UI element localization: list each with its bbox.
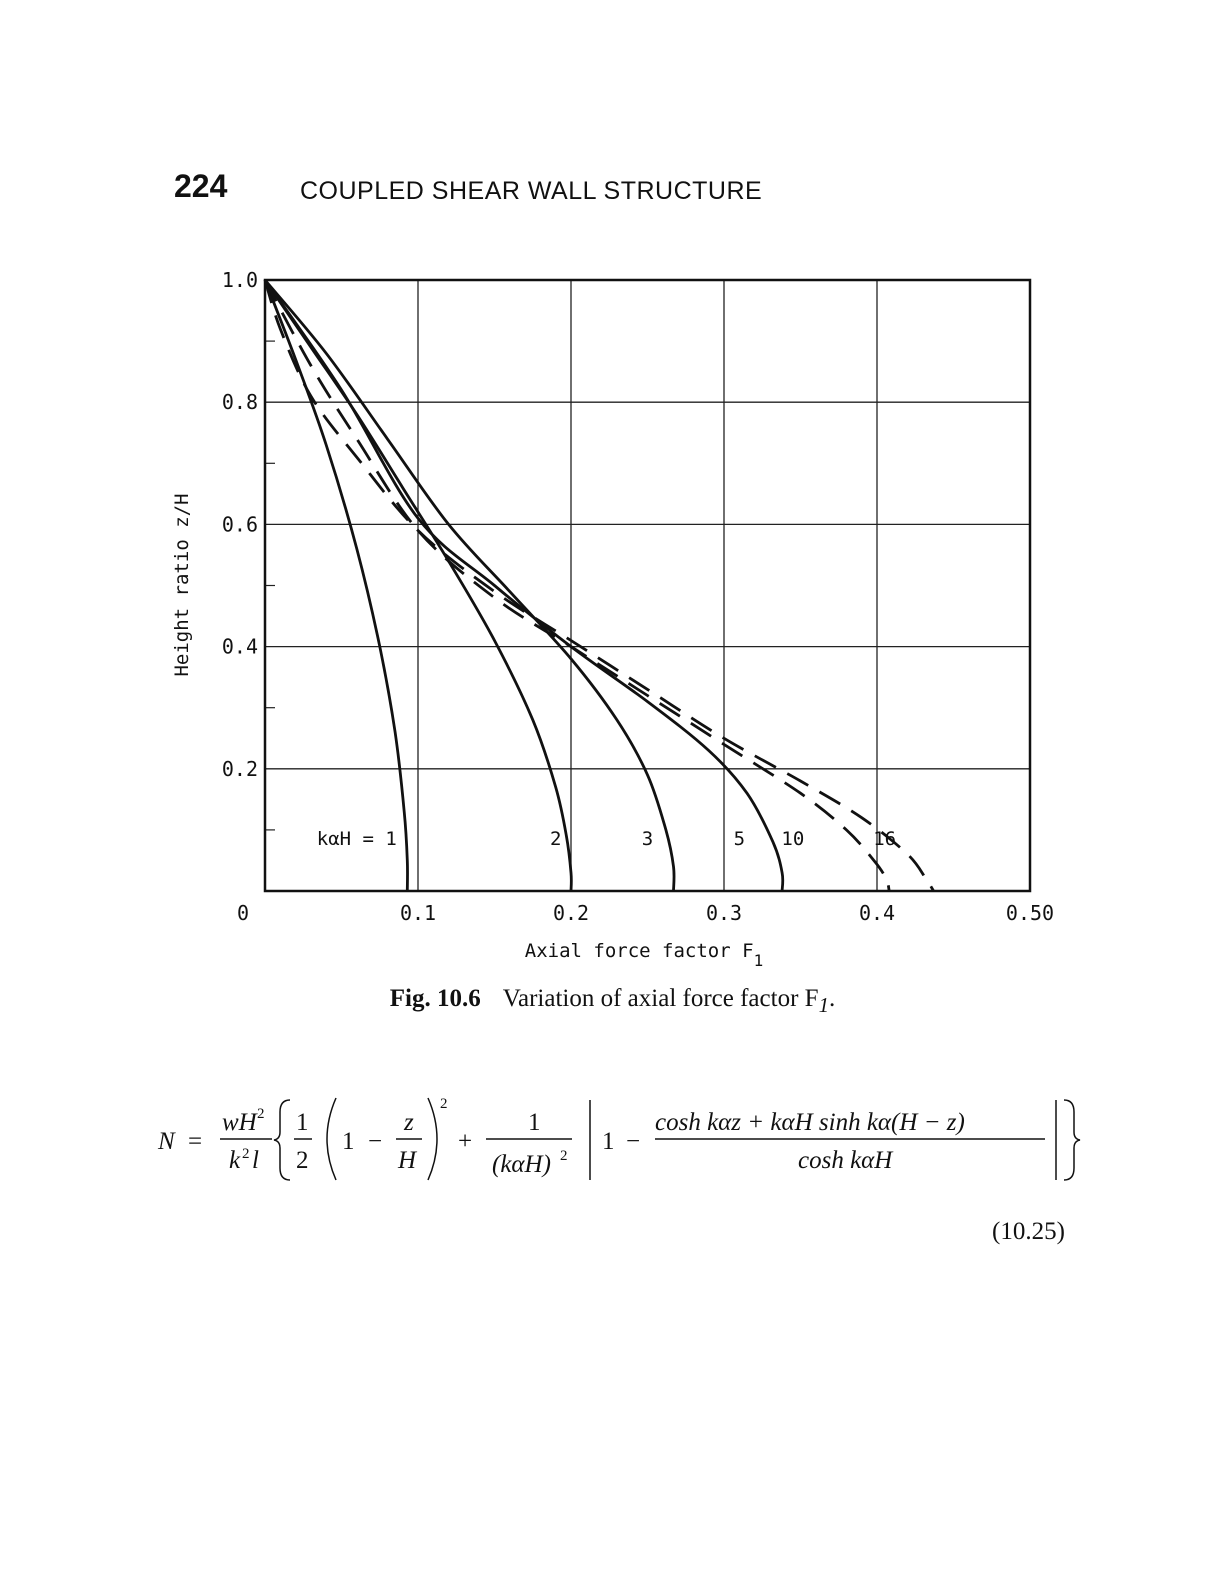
- y-tick-label-1: 0.4: [221, 634, 258, 659]
- eq-minus-1: −: [368, 1128, 383, 1155]
- eq-inv-num: 1: [528, 1109, 541, 1136]
- eq-inv-den-exp: 2: [560, 1148, 568, 1164]
- eq-left-paren: [327, 1098, 336, 1180]
- curve-label-3: 5: [733, 827, 746, 850]
- caption-text: Variation of axial force factor F: [502, 985, 819, 1012]
- caption-end: .: [828, 985, 836, 1012]
- x-tick-label-5: 0.50: [1005, 901, 1055, 925]
- eq-cosh-num: cosh kαz + kαH sinh kα(H − z): [655, 1109, 965, 1136]
- eq-frac-den-tail: l: [252, 1147, 259, 1174]
- plot-frame: [265, 280, 1030, 891]
- eq-minus-2: −: [626, 1128, 641, 1155]
- x-axis-label: Axial force factor $F_1$: [524, 940, 764, 970]
- eq-right-brace: [1064, 1100, 1080, 1180]
- x-tick-label-2: 0.2: [552, 901, 590, 925]
- eq-plus: +: [458, 1128, 473, 1155]
- curve-label-5: 16: [873, 827, 897, 850]
- curve-label-2: 3: [641, 827, 654, 850]
- series-line-0: [265, 280, 408, 891]
- x-tick-label-3: 0.3: [705, 901, 743, 925]
- y-tick-label-3: 0.8: [221, 390, 258, 415]
- curve-label-4: 10: [781, 827, 805, 850]
- series-line-3: [265, 280, 783, 891]
- eq-half-den: 2: [296, 1147, 309, 1174]
- y-tick-label-2: 0.6: [221, 512, 258, 537]
- y-axis-label: Height ratio z/H: [171, 493, 193, 677]
- eq-half-num: 1: [296, 1109, 309, 1136]
- eq-one: 1: [342, 1128, 355, 1155]
- running-head: COUPLED SHEAR WALL STRUCTURE: [300, 177, 763, 205]
- x-tick-label-4: 0.4: [858, 901, 896, 925]
- eq-one-2: 1: [602, 1128, 615, 1155]
- eq-frac-den: k: [229, 1147, 241, 1174]
- page-number: 224: [174, 168, 228, 204]
- y-tick-label-4: 1.0: [221, 268, 258, 292]
- curve-label-0: kαH = 1: [316, 827, 397, 850]
- equation-10-25: [150, 1092, 1100, 1202]
- curve-labels: [317, 828, 896, 850]
- figure-label: Fig. 10.6: [389, 985, 481, 1012]
- y-tick-labels: [222, 268, 258, 781]
- eq-paren-exp: 2: [440, 1096, 448, 1112]
- chart-series: [265, 280, 934, 891]
- eq-frac-num-exp: 2: [257, 1106, 265, 1122]
- x-tick-label-0: 0: [236, 901, 250, 925]
- eq-equals: =: [188, 1128, 203, 1155]
- eq-frac-den-exp: 2: [242, 1146, 250, 1162]
- eq-cosh-den: cosh kαH: [798, 1147, 893, 1174]
- y-tick-label-0: 0.2: [221, 756, 258, 781]
- caption-subscript: 1: [818, 993, 829, 1017]
- equation-number: (10.25): [992, 1218, 1065, 1245]
- curve-label-1: 2: [549, 827, 562, 850]
- x-tick-label-1: 0.1: [399, 901, 437, 925]
- series-line-4: [265, 280, 889, 891]
- eq-inv-den: (kαH): [492, 1151, 551, 1178]
- eq-zh-den: H: [398, 1147, 417, 1174]
- figure-caption: [0, 985, 1225, 1018]
- eq-frac-num: wH: [222, 1109, 257, 1136]
- x-tick-labels: [237, 901, 1054, 925]
- eq-left-brace: [274, 1100, 290, 1180]
- chart-grid: [265, 280, 1030, 891]
- eq-right-paren: [428, 1098, 437, 1180]
- eq-zh-num: z: [404, 1109, 414, 1136]
- eq-lhs: N: [158, 1128, 175, 1155]
